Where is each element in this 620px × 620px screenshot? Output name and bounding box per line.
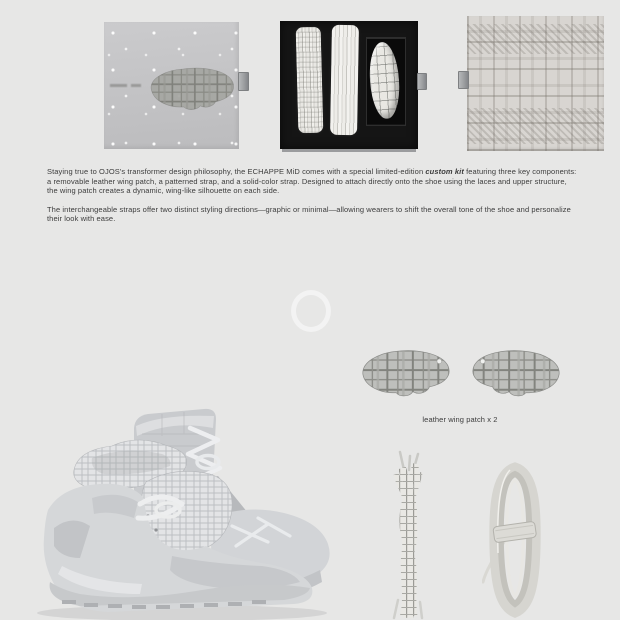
wing-patch-right <box>468 346 566 406</box>
wing-patch-in-box <box>367 41 401 120</box>
product-description <box>47 167 578 233</box>
eyelet-hole <box>480 359 485 364</box>
description-p1-text-cont: featuring three key components: a removable leather wing patch, a patterned strap, and a solid-color strap. Designed to attach directly onto the shoe using the laces and upper structure, the wing patch creates a dynamic, wing-like silhouette on each side. <box>47 167 577 196</box>
solid-strap-image <box>482 458 548 620</box>
wing-patch-on-box <box>145 64 239 111</box>
box-tab-detail <box>417 73 427 90</box>
custom-kit-emphasis: custom kit <box>425 167 464 176</box>
fabric-texture-band <box>467 108 604 144</box>
loading-spinner-icon <box>291 290 331 332</box>
printed-label-mark <box>110 84 127 87</box>
gallery-image-sleeve-box[interactable] <box>104 22 239 149</box>
description-p1-text: Staying true to OJOS's transformer design philosophy, the ECHAPPE MiD comes with a special limited-edition <box>47 167 426 176</box>
wing-patch-left <box>356 346 454 406</box>
eyelet-hole <box>437 359 442 364</box>
printed-label-mark <box>131 84 141 87</box>
shoes-pair-image <box>22 406 334 620</box>
gallery-image-kit-box[interactable] <box>280 21 418 149</box>
description-paragraph-2: The interchangeable straps offer two distinct styling directions—graphic or minimal—allowing wearers to shift the overall tone of the shoe and personalize their look with ease. <box>47 204 571 224</box>
gallery-image-fabric-swatch[interactable] <box>467 16 604 151</box>
patterned-strap-in-box <box>296 27 324 134</box>
wing-patch-compartment <box>366 37 406 126</box>
solid-strap-in-box <box>330 25 359 135</box>
box-tab-detail <box>458 71 469 89</box>
kit-caption: leather wing patch x 2 <box>422 415 498 424</box>
wing-patch-pair-image <box>350 346 570 408</box>
fabric-texture-band <box>467 24 604 54</box>
patterned-strap-image <box>376 450 442 620</box>
description-paragraph-1 <box>47 167 578 196</box>
box-tab-detail <box>238 72 249 91</box>
